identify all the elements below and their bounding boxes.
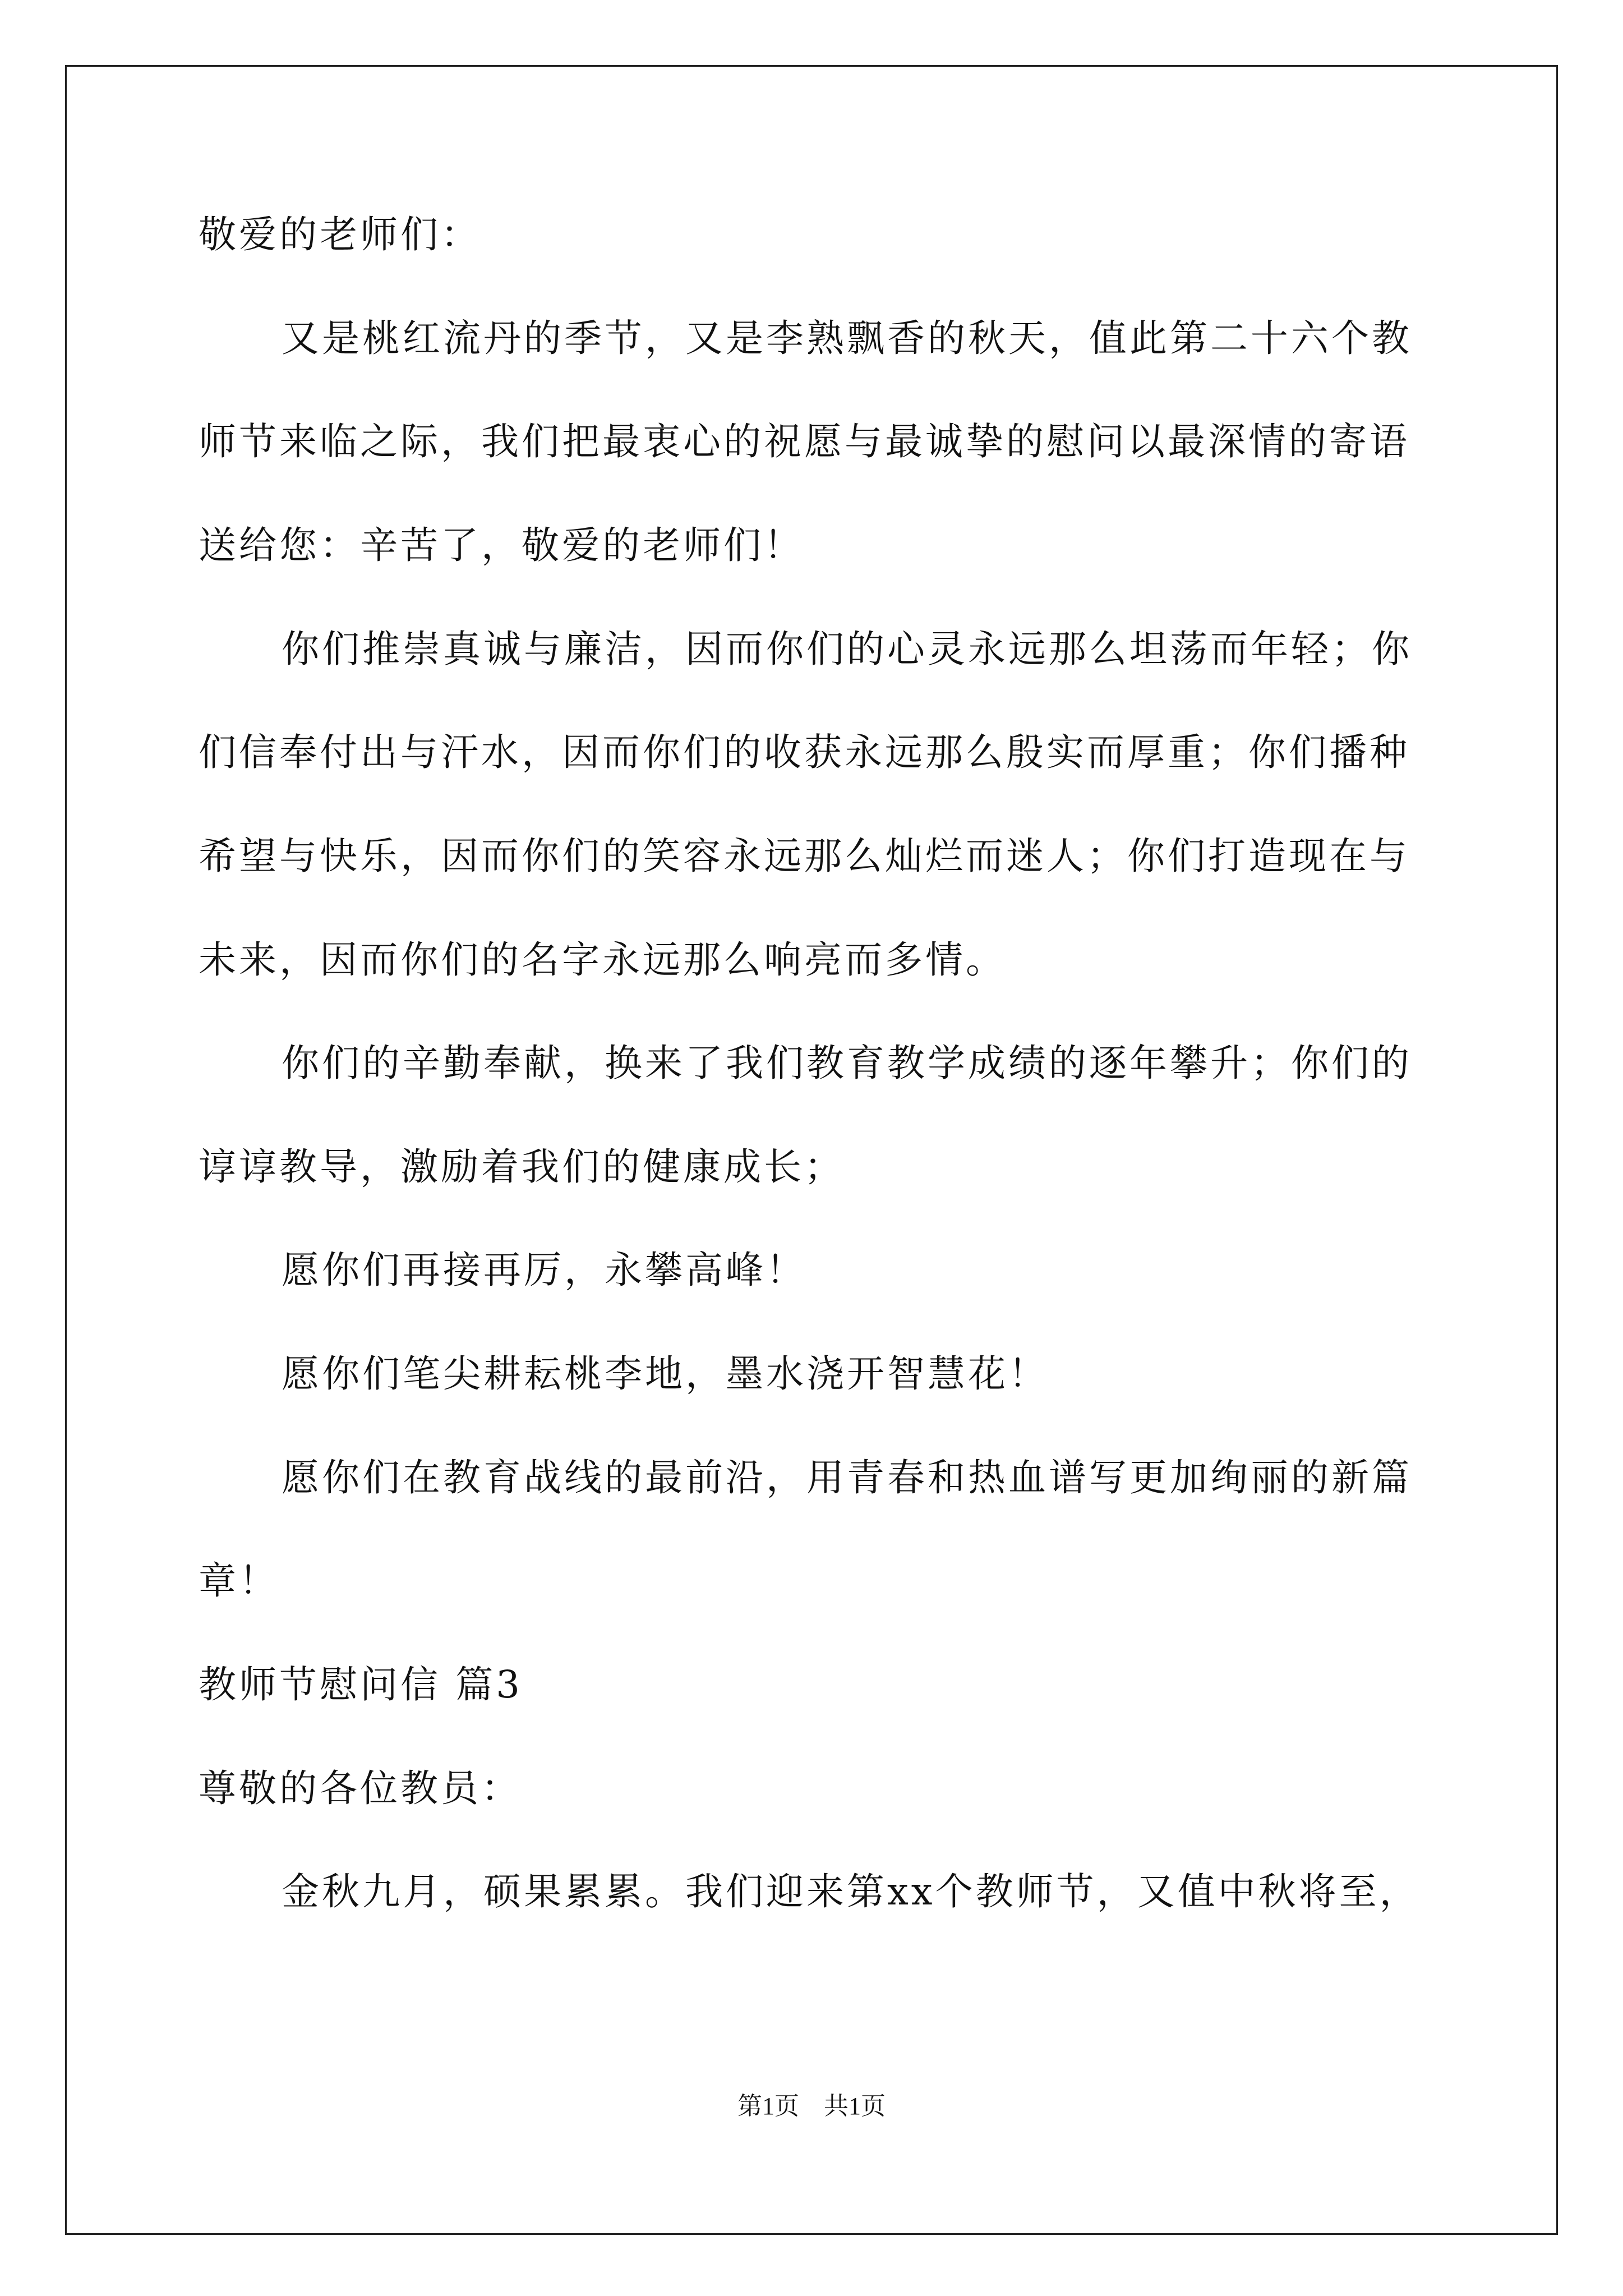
paragraph-line: 们信奉付出与汗水，因而你们的收获永远那么殷实而厚重；你们播种 — [199, 730, 1410, 774]
paragraph-line: 又是桃红流丹的季节，又是李熟飘香的秋天，值此第二十六个教 — [282, 316, 1412, 360]
section-heading: 教师节慰问信 篇3 — [199, 1663, 523, 1706]
paragraph-line: 师节来临之际，我们把最衷心的祝愿与最诚挚的慰问以最深情的寄语 — [199, 420, 1410, 463]
salutation-line: 敬爱的老师们： — [199, 213, 481, 256]
paragraph-line: 你们的辛勤奉献，换来了我们教育教学成绩的逐年攀升；你们的 — [282, 1041, 1412, 1085]
paragraph-line: 金秋九月，硕果累累。我们迎来第xx个教师节，又值中秋将至， — [282, 1870, 1420, 1913]
paragraph-line: 愿你们在教育战线的最前沿，用青春和热血谱写更加绚丽的新篇 — [282, 1456, 1412, 1499]
paragraph-line: 未来，因而你们的名字永远那么响亮而多情。 — [199, 938, 1006, 982]
paragraph-line: 送给您：辛苦了，敬爱的老师们！ — [199, 523, 804, 567]
paragraph-line: 谆谆教导，激励着我们的健康成长； — [199, 1145, 845, 1189]
salutation-line: 尊敬的各位教员： — [199, 1766, 522, 1810]
paragraph-line: 愿你们笔尖耕耘桃李地，墨水浇开智慧花！ — [282, 1352, 1049, 1396]
page-number-footer: 第1页 共1页 — [737, 2092, 886, 2120]
paragraph-line: 章！ — [199, 1559, 279, 1603]
paragraph-line: 希望与快乐，因而你们的笑容永远那么灿烂而迷人；你们打造现在与 — [199, 834, 1410, 878]
paragraph-line: 愿你们再接再厉，永攀高峰！ — [282, 1248, 806, 1292]
paragraph-line: 你们推崇真诚与廉洁，因而你们的心灵永远那么坦荡而年轻；你 — [282, 627, 1412, 671]
